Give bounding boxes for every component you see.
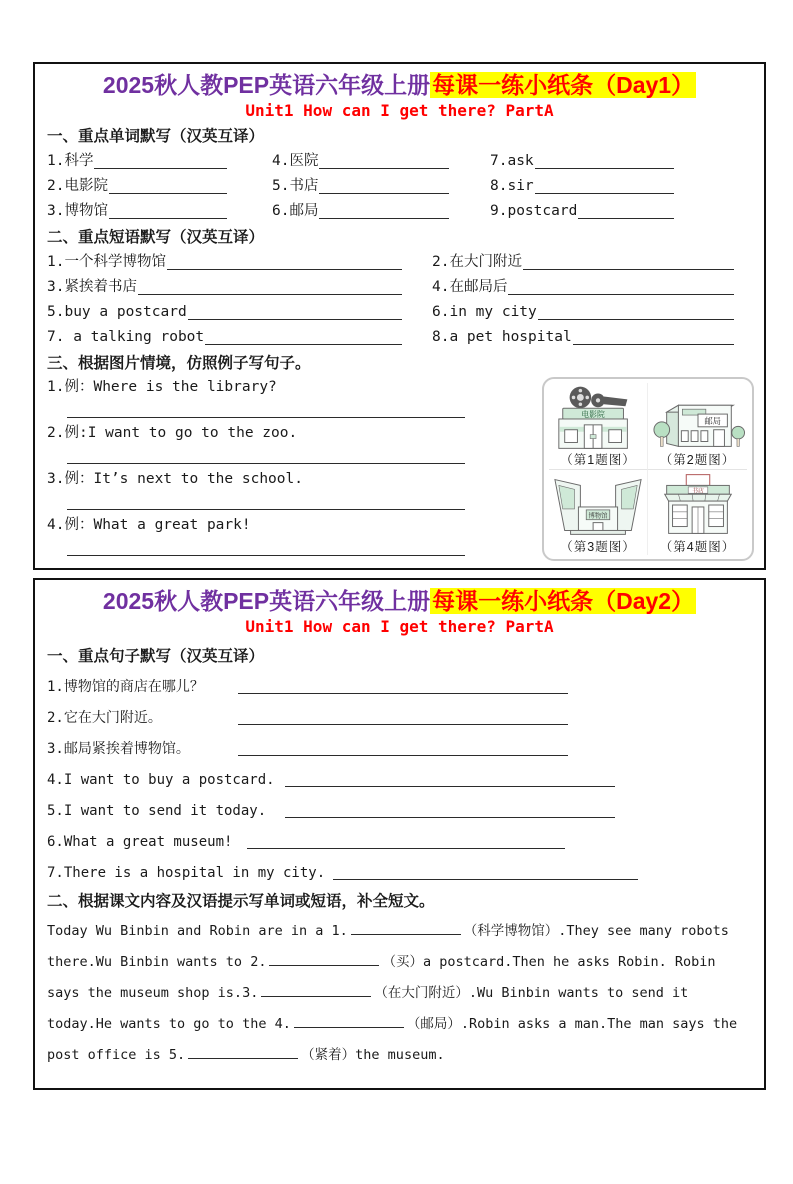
day2-subtitle: Unit1 How can I get there? PartA [245,617,554,636]
word-item [490,148,754,173]
picture-cell-museum [549,470,648,556]
answer-blank [333,878,638,880]
fill-blank-2 [269,955,379,966]
answer-blank [535,167,674,169]
day1-title [45,70,754,100]
sentence-item [47,792,754,823]
sentence-item [47,761,754,792]
sentence-label: 7.There is a hospital in my city. [47,865,326,881]
sentence-label: 3.邮局紧挨着博物馆。 [47,741,190,757]
passage-text: post office is 5. [47,1047,186,1063]
example-text: 2.例:I want to go to the zoo. [47,425,298,441]
cinema-sign-text: 电影院 [581,410,605,420]
passage-text: today.He wants to go to the 4. [47,1016,291,1032]
picture-cell-bookstore [648,470,747,556]
word-item [272,173,490,198]
example-text: 1.例：Where is the library? [47,379,277,395]
phrase-item [47,274,432,299]
sentence-label: 5.I want to send it today. [47,803,267,819]
picture-reference-panel [542,377,754,561]
picture-caption: （第1题图） [560,453,636,467]
day1-card [33,62,766,570]
day2-cloze-passage [45,916,754,1071]
phrase-item [47,299,432,324]
passage-line [47,947,754,978]
answer-blank [578,217,674,219]
answer-blank [238,692,568,694]
sentence-item [47,699,754,730]
sentence-item [47,668,754,699]
word-label: 3.博物馆 [47,203,108,219]
day2-sentence-list [45,668,754,885]
phrase-label: 1.一个科学博物馆 [47,254,166,270]
day2-cloze-heading: 二、根据课文内容及汉语提示写单词或短语，补全短文。 [47,893,435,910]
passage-line [47,978,754,1009]
passage-text: （紧着）the museum. [301,1047,445,1063]
word-label: 6.邮局 [272,203,319,219]
passage-text: （买）a postcard.Then he asks Robin. Robin [382,954,716,970]
picture-cell-cinema [549,383,648,470]
word-label: 7.ask [490,153,534,169]
phrase-label: 4.在邮局后 [432,279,508,295]
passage-line [47,1009,754,1040]
picture-grid [549,383,747,555]
answer-blank [167,268,402,270]
museum-illustration [551,471,645,539]
picture-caption: （第2题图） [659,453,736,467]
example-text: 4.例：What a great park! [47,517,251,533]
day1-phrases-grid [45,249,754,349]
phrase-item [432,249,754,274]
sentence-label: 1.博物馆的商店在哪儿？ [47,679,204,695]
phrase-item [47,249,432,274]
bookstore-sign-text: 书店 [691,487,704,494]
word-label: 5.书店 [272,178,319,194]
sentence-label: 6.What a great museum! [47,834,233,850]
day1-sentence-examples [47,377,542,561]
passage-line [47,1040,754,1071]
day2-title-plain: 2025秋人教PEP英语六年级上册 [102,588,431,614]
day1-sentences-heading: 三、根据图片情境，仿照例子写句子。 [47,355,311,372]
word-item [272,148,490,173]
phrase-item [432,299,754,324]
example-item [47,377,542,418]
word-label: 1.科学 [47,153,94,169]
phrase-item [432,324,754,349]
sentence-label: 4.I want to buy a postcard. [47,772,275,788]
answer-blank [67,462,465,464]
example-item [47,515,542,556]
word-item [47,148,272,173]
day1-words-heading: 一、重点单词默写（汉英互译） [47,128,265,145]
answer-blank [319,217,449,219]
answer-blank [205,343,402,345]
answer-blank [508,293,734,295]
passage-text: （邮局）.Robin asks a man.The man says the [406,1016,738,1032]
answer-blank [538,318,734,320]
passage-text: （科学博物馆）.They see many robots [463,923,729,939]
worksheet-page [0,62,793,1184]
day2-card [33,578,766,1090]
cinema-illustration [551,384,645,452]
day2-title-highlight: 每课一练小纸条（Day2） [432,588,695,614]
sentence-item [47,823,754,854]
phrase-label: 3.紧挨着书店 [47,279,137,295]
day1-sentences-section [45,377,754,561]
answer-blank [67,554,465,556]
example-text: 3.例：It’s next to the school. [47,471,303,487]
passage-line [47,916,754,947]
answer-blank [109,217,227,219]
answer-blank [247,847,565,849]
phrase-label: 7. a talking robot [47,329,205,345]
bookstore-illustration [651,471,745,539]
fill-blank-3 [261,986,371,997]
sentence-item [47,854,754,885]
museum-sign-text: 博物馆 [588,512,608,520]
answer-blank [523,268,734,270]
answer-blank [573,343,734,345]
answer-blank [535,192,674,194]
phrase-label: 6.in my city [432,304,537,320]
passage-text: there.Wu Binbin wants to 2. [47,954,267,970]
day1-words-grid [45,148,754,223]
day1-phrases-heading: 二、重点短语默写（汉英互译） [47,229,265,246]
word-item [47,173,272,198]
day2-title [45,586,754,616]
word-item [490,173,754,198]
fill-blank-1 [351,924,461,935]
sentence-item [47,730,754,761]
picture-cell-post-office [648,383,747,470]
answer-blank [188,318,402,320]
passage-text: says the museum shop is.3. [47,985,259,1001]
word-label: 8.sir [490,178,534,194]
post-office-illustration [651,384,745,452]
post-office-sign-text: 邮局 [703,415,721,426]
answer-blank [138,293,402,295]
day1-subtitle: Unit1 How can I get there? PartA [245,101,554,120]
day2-sentences-heading: 一、重点句子默写（汉英互译） [47,648,265,665]
picture-caption: （第3题图） [560,539,636,554]
answer-blank [285,816,615,818]
sentence-label: 2.它在大门附近。 [47,710,162,726]
phrase-item [432,274,754,299]
word-item [47,198,272,223]
fill-blank-5 [188,1048,298,1059]
answer-blank [67,416,465,418]
example-item [47,469,542,510]
word-item [272,198,490,223]
word-label: 4.医院 [272,153,319,169]
word-label: 2.电影院 [47,178,108,194]
day1-title-plain: 2025秋人教PEP英语六年级上册 [102,72,431,98]
passage-text: Today Wu Binbin and Robin are in a 1. [47,923,348,939]
day1-title-highlight: 每课一练小纸条（Day1） [432,72,695,98]
phrase-label: 8.a pet hospital [432,329,572,345]
answer-blank [94,167,227,169]
passage-text: （在大门附近）.Wu Binbin wants to send it [374,985,689,1001]
answer-blank [238,754,568,756]
word-label: 9.postcard [490,203,578,219]
phrase-item [47,324,432,349]
answer-blank [285,785,615,787]
phrase-label: 2.在大门附近 [432,254,522,270]
example-item [47,423,542,464]
answer-blank [238,723,568,725]
answer-blank [67,508,465,510]
fill-blank-4 [294,1017,404,1028]
word-item [490,198,754,223]
picture-caption: （第4题图） [659,539,736,554]
answer-blank [319,167,449,169]
answer-blank [319,192,449,194]
phrase-label: 5.buy a postcard [47,304,187,320]
answer-blank [109,192,227,194]
